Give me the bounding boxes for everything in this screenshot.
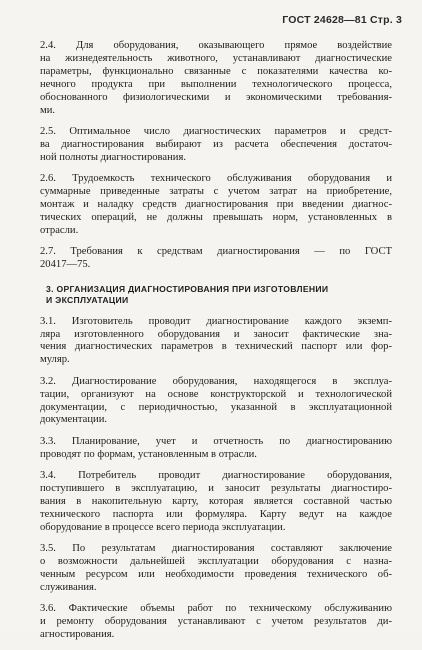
paragraph-3-1 [40, 316, 392, 368]
text-line: 3.1. Изготовитель проводит диагностирование каждого экземп- [40, 315, 392, 327]
text-line: тации, организуют на основе конструкторской и технологической [40, 388, 392, 400]
text-line: ва диагностирования выбирают из расчета обеспечения достаточ- [40, 138, 392, 150]
text-line: 3.3. Планирование, учет и отчетность по диагностированию [40, 435, 392, 447]
paragraph-2-7 [40, 246, 392, 272]
text-line: документации. [40, 414, 108, 426]
text-line: тических операций, не должны превышать норм, установленных в [40, 211, 392, 223]
text-line: проводят по формам, установленным в отрасли. [40, 448, 257, 460]
text-line: на жизнедеятельность животного, устанавливают диагностические [40, 52, 392, 64]
paragraph-3-2 [40, 376, 392, 428]
text-line: суммарные приведенные затраты с учетом затрат на приобретение, [40, 185, 392, 197]
text-line: вания в накопительную карту, которая является составной частью [40, 495, 392, 507]
text-line: нечного продукта при выполнении технологического процесса, [40, 78, 392, 90]
text-line: параметры, функционально связанные с показателями качества ко- [40, 65, 392, 77]
paragraph-3-5 [40, 543, 392, 595]
paragraph-2-6 [40, 173, 392, 238]
text-line: 2.4. Для оборудования, оказывающего прямое воздействие [40, 40, 392, 51]
paragraph-3-4 [40, 470, 392, 535]
text-line: ченным ресурсом или необходимости проведения технического об- [40, 568, 392, 580]
text-line: 20417—75. [40, 258, 91, 270]
paragraph-3-6 [40, 603, 392, 642]
text-line: 3.6. Фактические объемы работ по техническому обслуживанию [40, 602, 392, 614]
text-line: служивания. [40, 581, 97, 593]
text-line: о возможности дальнейшей эксплуатации оборудования с назна- [40, 555, 392, 567]
text-line: поступившего в эксплуатацию, и заносит результаты диагностиро- [40, 482, 392, 494]
text-line: отрасли. [40, 224, 79, 236]
text-line: ной полноты диагностирования. [40, 151, 186, 163]
text-line: 2.7. Требования к средствам диагностирования — по ГОСТ [40, 245, 392, 257]
text-line: технического паспорта или формуляра. Карту ведут на каждое [40, 508, 392, 520]
text-line: чения диагностических параметров в технический паспорт или фор- [40, 341, 392, 353]
text-line: муляр. [40, 354, 70, 366]
paragraph-2-4 [40, 40, 392, 117]
text-line: монтаж и наладку средств диагностирования при введении диагнос- [40, 198, 392, 210]
section-title-line: И ЭКСПЛУАТАЦИИ [46, 294, 129, 305]
text-line: 2.5. Оптимальное число диагностических параметров и средст- [40, 125, 392, 137]
text-line: документации, с периодичностью, указанной в эксплуатационной [40, 401, 392, 413]
paragraph-2-5 [40, 126, 392, 165]
document-body [40, 40, 392, 650]
text-line: ляра изготовленного оборудования и заносит фактические зна- [40, 328, 392, 340]
page-header: ГОСТ 24628—81 Стр. 3 [282, 14, 402, 26]
text-line: 2.6. Трудоемкость технического обслуживания оборудования и [40, 172, 392, 184]
text-line: 3.5. По результатам диагностирования составляют заключение [40, 542, 392, 554]
text-line: оборудование в процессе всего периода эксплуатации. [40, 521, 286, 533]
text-line: обоснованного физиологическими и экономическими требования- [40, 91, 392, 103]
section-title-line: 3. ОРГАНИЗАЦИЯ ДИАГНОСТИРОВАНИЯ ПРИ ИЗГОТОВЛЕНИИ [46, 283, 329, 294]
text-line: ми. [40, 104, 56, 116]
section-title [46, 284, 392, 306]
text-line: и ремонту оборудования устанавливают с учетом результатов ди- [40, 615, 392, 627]
text-line: агностирования. [40, 628, 115, 640]
text-line: 3.4. Потребитель проводит диагностирование оборудования, [40, 469, 392, 481]
text-line: 3.2. Диагностирование оборудования, находящегося в эксплуа- [40, 375, 392, 387]
paragraph-3-3 [40, 436, 392, 462]
